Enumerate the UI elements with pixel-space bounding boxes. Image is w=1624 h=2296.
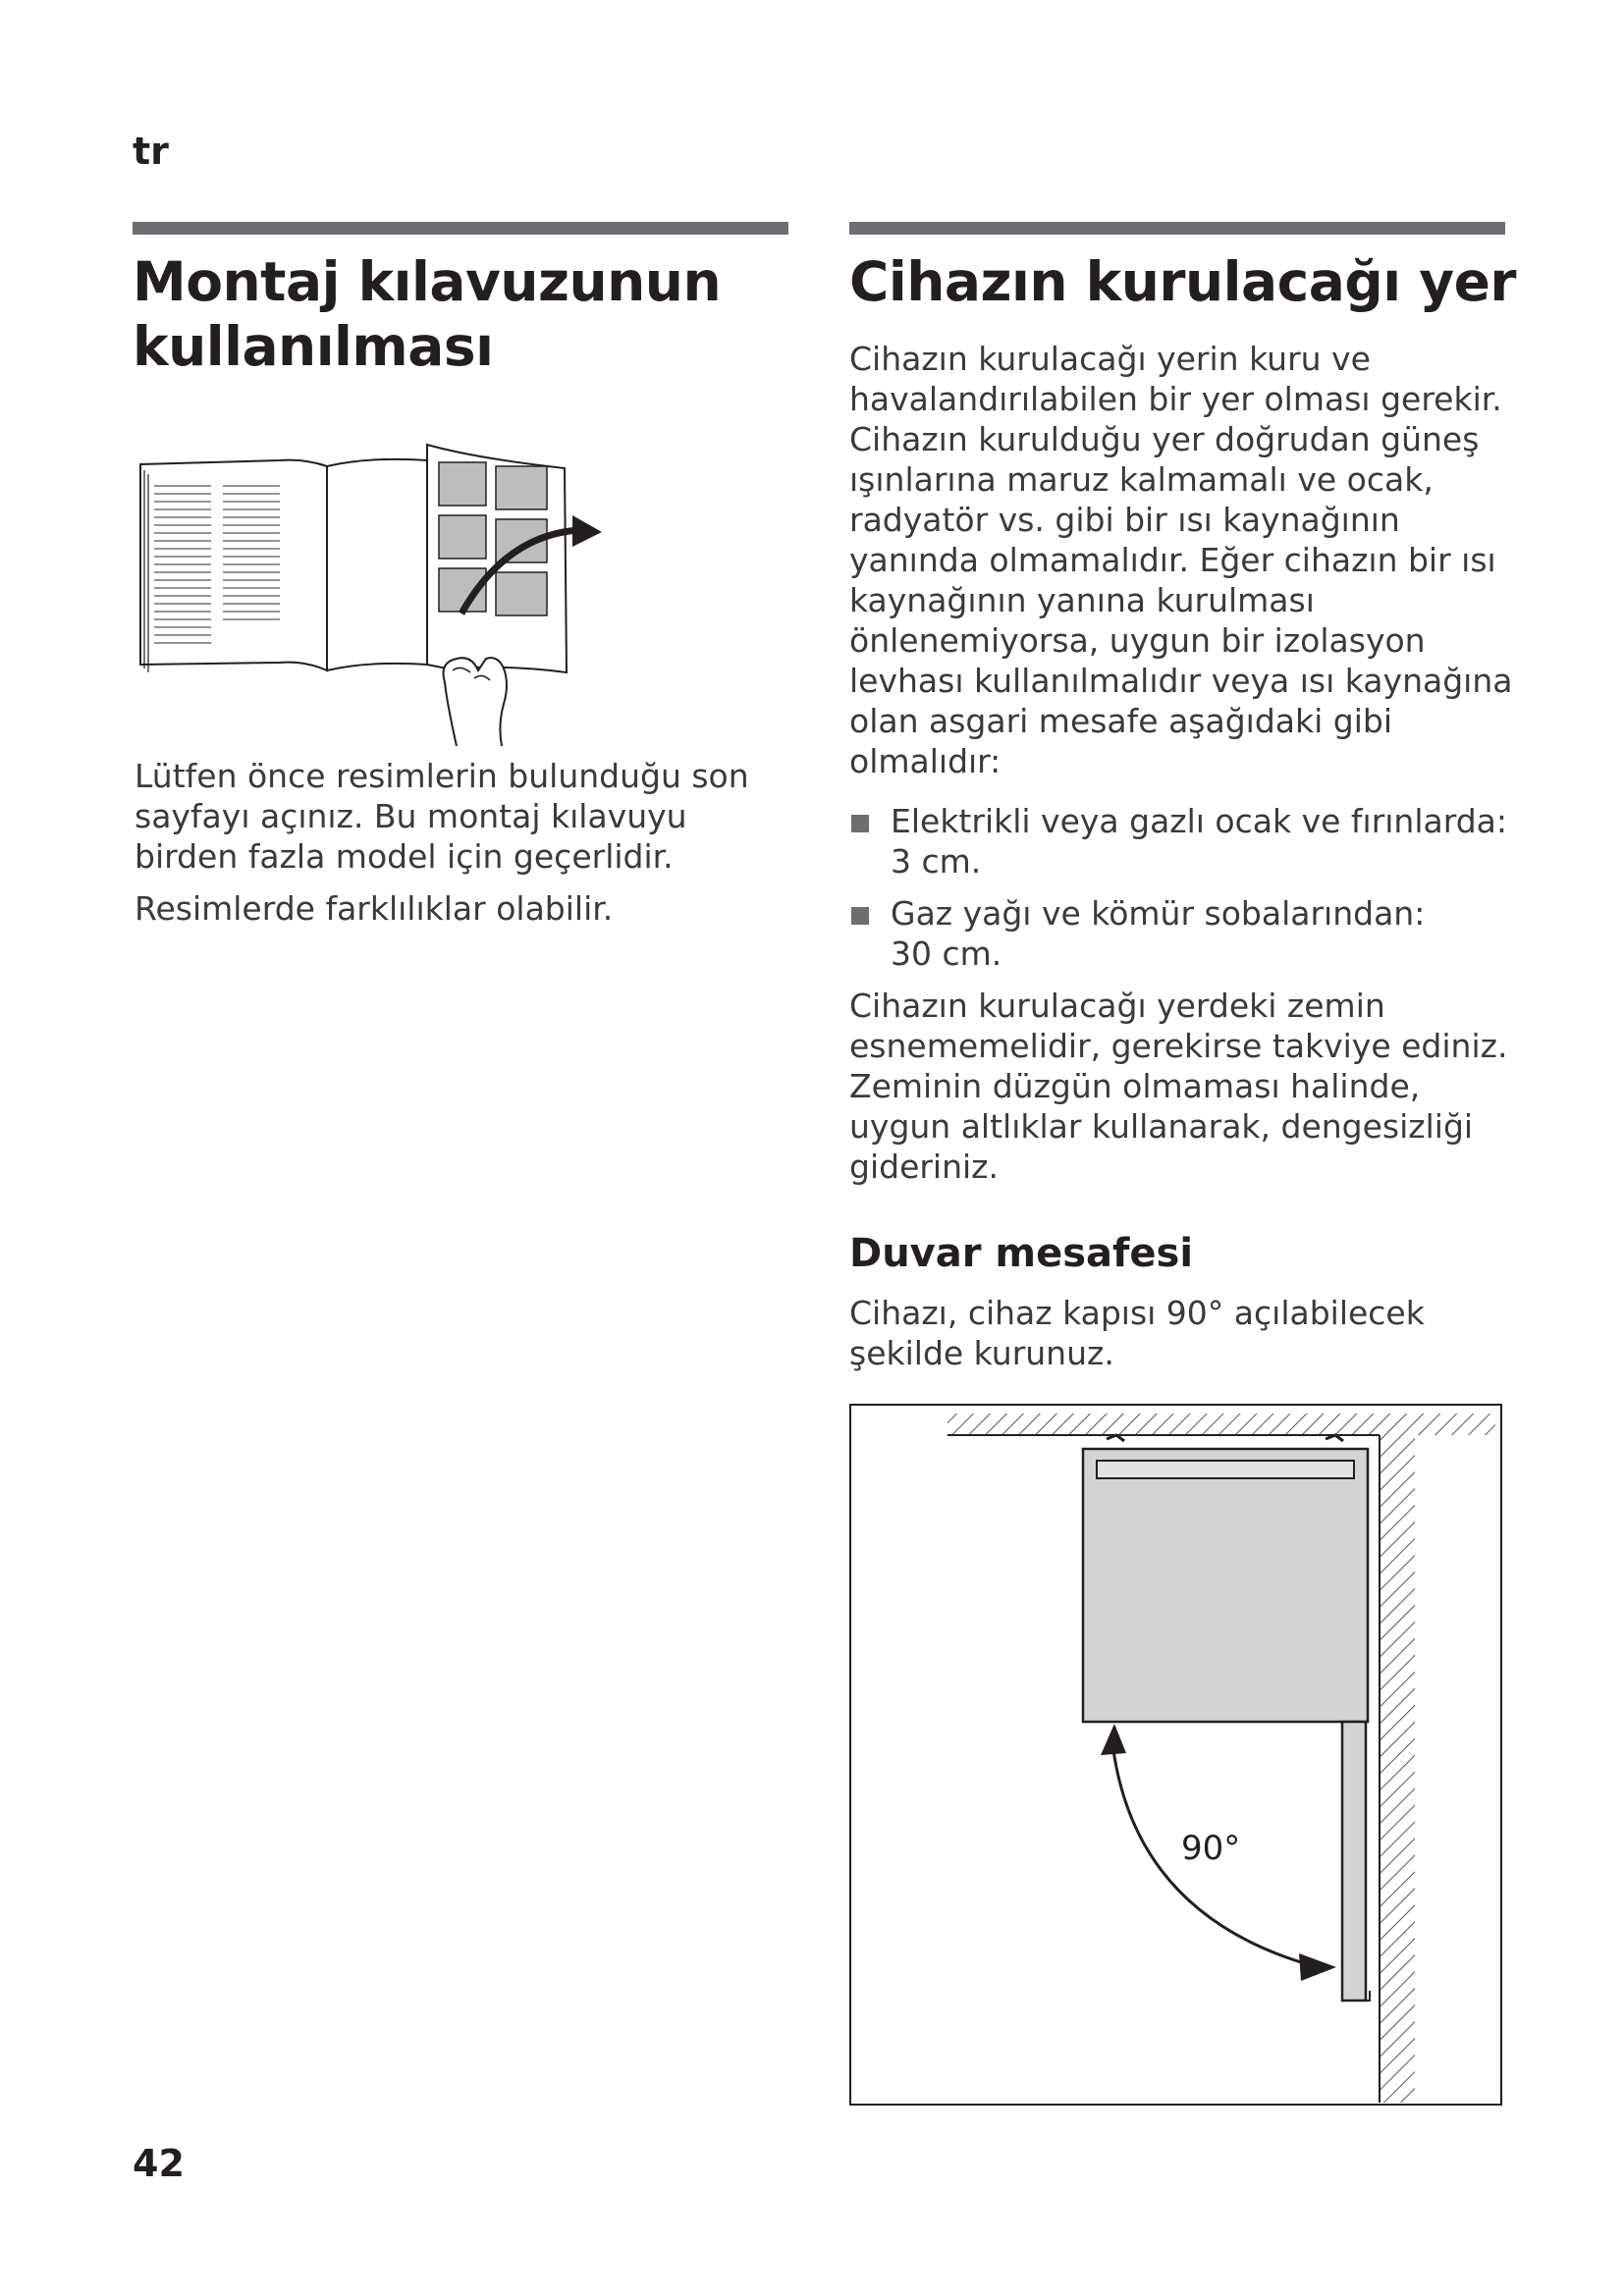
distance-list — [849, 801, 1517, 974]
floor-paragraph: Cihazın kurulacağı yerdeki zemin esnememelidir, gerekirse takviye ediniz. Zeminin düzgün olmaması halinde, uygun altlıklar kullanarak, dengesizliği gideriniz. — [849, 987, 1508, 1186]
list-item-label: Gaz yağı ve kömür sobalarından: — [891, 894, 1426, 933]
section-rule-right — [849, 222, 1505, 235]
subheading-wall-distance-wrap — [849, 1230, 1193, 1277]
heading-assembly-guide: Montaj kılavuzunun kullanılması — [133, 250, 722, 378]
list-item-label: Elektrikli veya gazlı ocak ve fırınlarda: — [891, 802, 1508, 840]
wall-distance-paragraph: Cihazı, cihaz kapısı 90° açılabilecek şekilde kurunuz. — [849, 1294, 1425, 1372]
door-opening-diagram — [849, 1404, 1502, 2106]
language-code: tr — [133, 130, 169, 173]
list-item — [849, 801, 1517, 881]
manual-illustration — [133, 437, 623, 746]
left-column-text — [135, 756, 783, 929]
appliance-body — [1083, 1449, 1368, 1722]
note-paragraph: Resimlerde farklılıklar olabilir. — [135, 889, 614, 928]
list-item — [849, 893, 1517, 974]
intro-paragraph: Lütfen önce resimlerin bulunduğu son sayfayı açınız. Bu montaj kılavuyu birden fazla model için geçerlidir. — [135, 757, 749, 876]
subheading-wall-distance: Duvar mesafesi — [849, 1231, 1194, 1276]
bullet-square-icon — [851, 815, 869, 832]
heading-installation-location: Cihazın kurulacağı yer — [849, 250, 1516, 313]
appliance-door — [1342, 1722, 1366, 2001]
right-column-text — [849, 339, 1517, 1187]
location-intro-paragraph: Cihazın kurulacağı yerin kuru ve havalandırılabilen bir yer olması gerekir. Cihazın kurulduğu yer doğrudan güneş ışınlarına maruz kalmamalı ve ocak, radyatör vs. gibi bir ısı kaynağının yanında olmamalıdır. Eğer cihazın bir ısı kaynağının yanına kurulması önlenemiyorsa, uygun bir izolasyon levhası kullanılmalıdır veya ısı kaynağına olan asgari mesafe aşağıdaki gibi olmalıdır: — [849, 340, 1513, 780]
angle-label: 90° — [1181, 1829, 1241, 1868]
list-item-value: 30 cm. — [891, 934, 1002, 973]
top-wall — [947, 1414, 1495, 1435]
page-number: 42 — [133, 2142, 185, 2185]
bullet-square-icon — [851, 907, 869, 925]
list-item-value: 3 cm. — [891, 842, 982, 881]
section-rule-left — [133, 222, 788, 235]
